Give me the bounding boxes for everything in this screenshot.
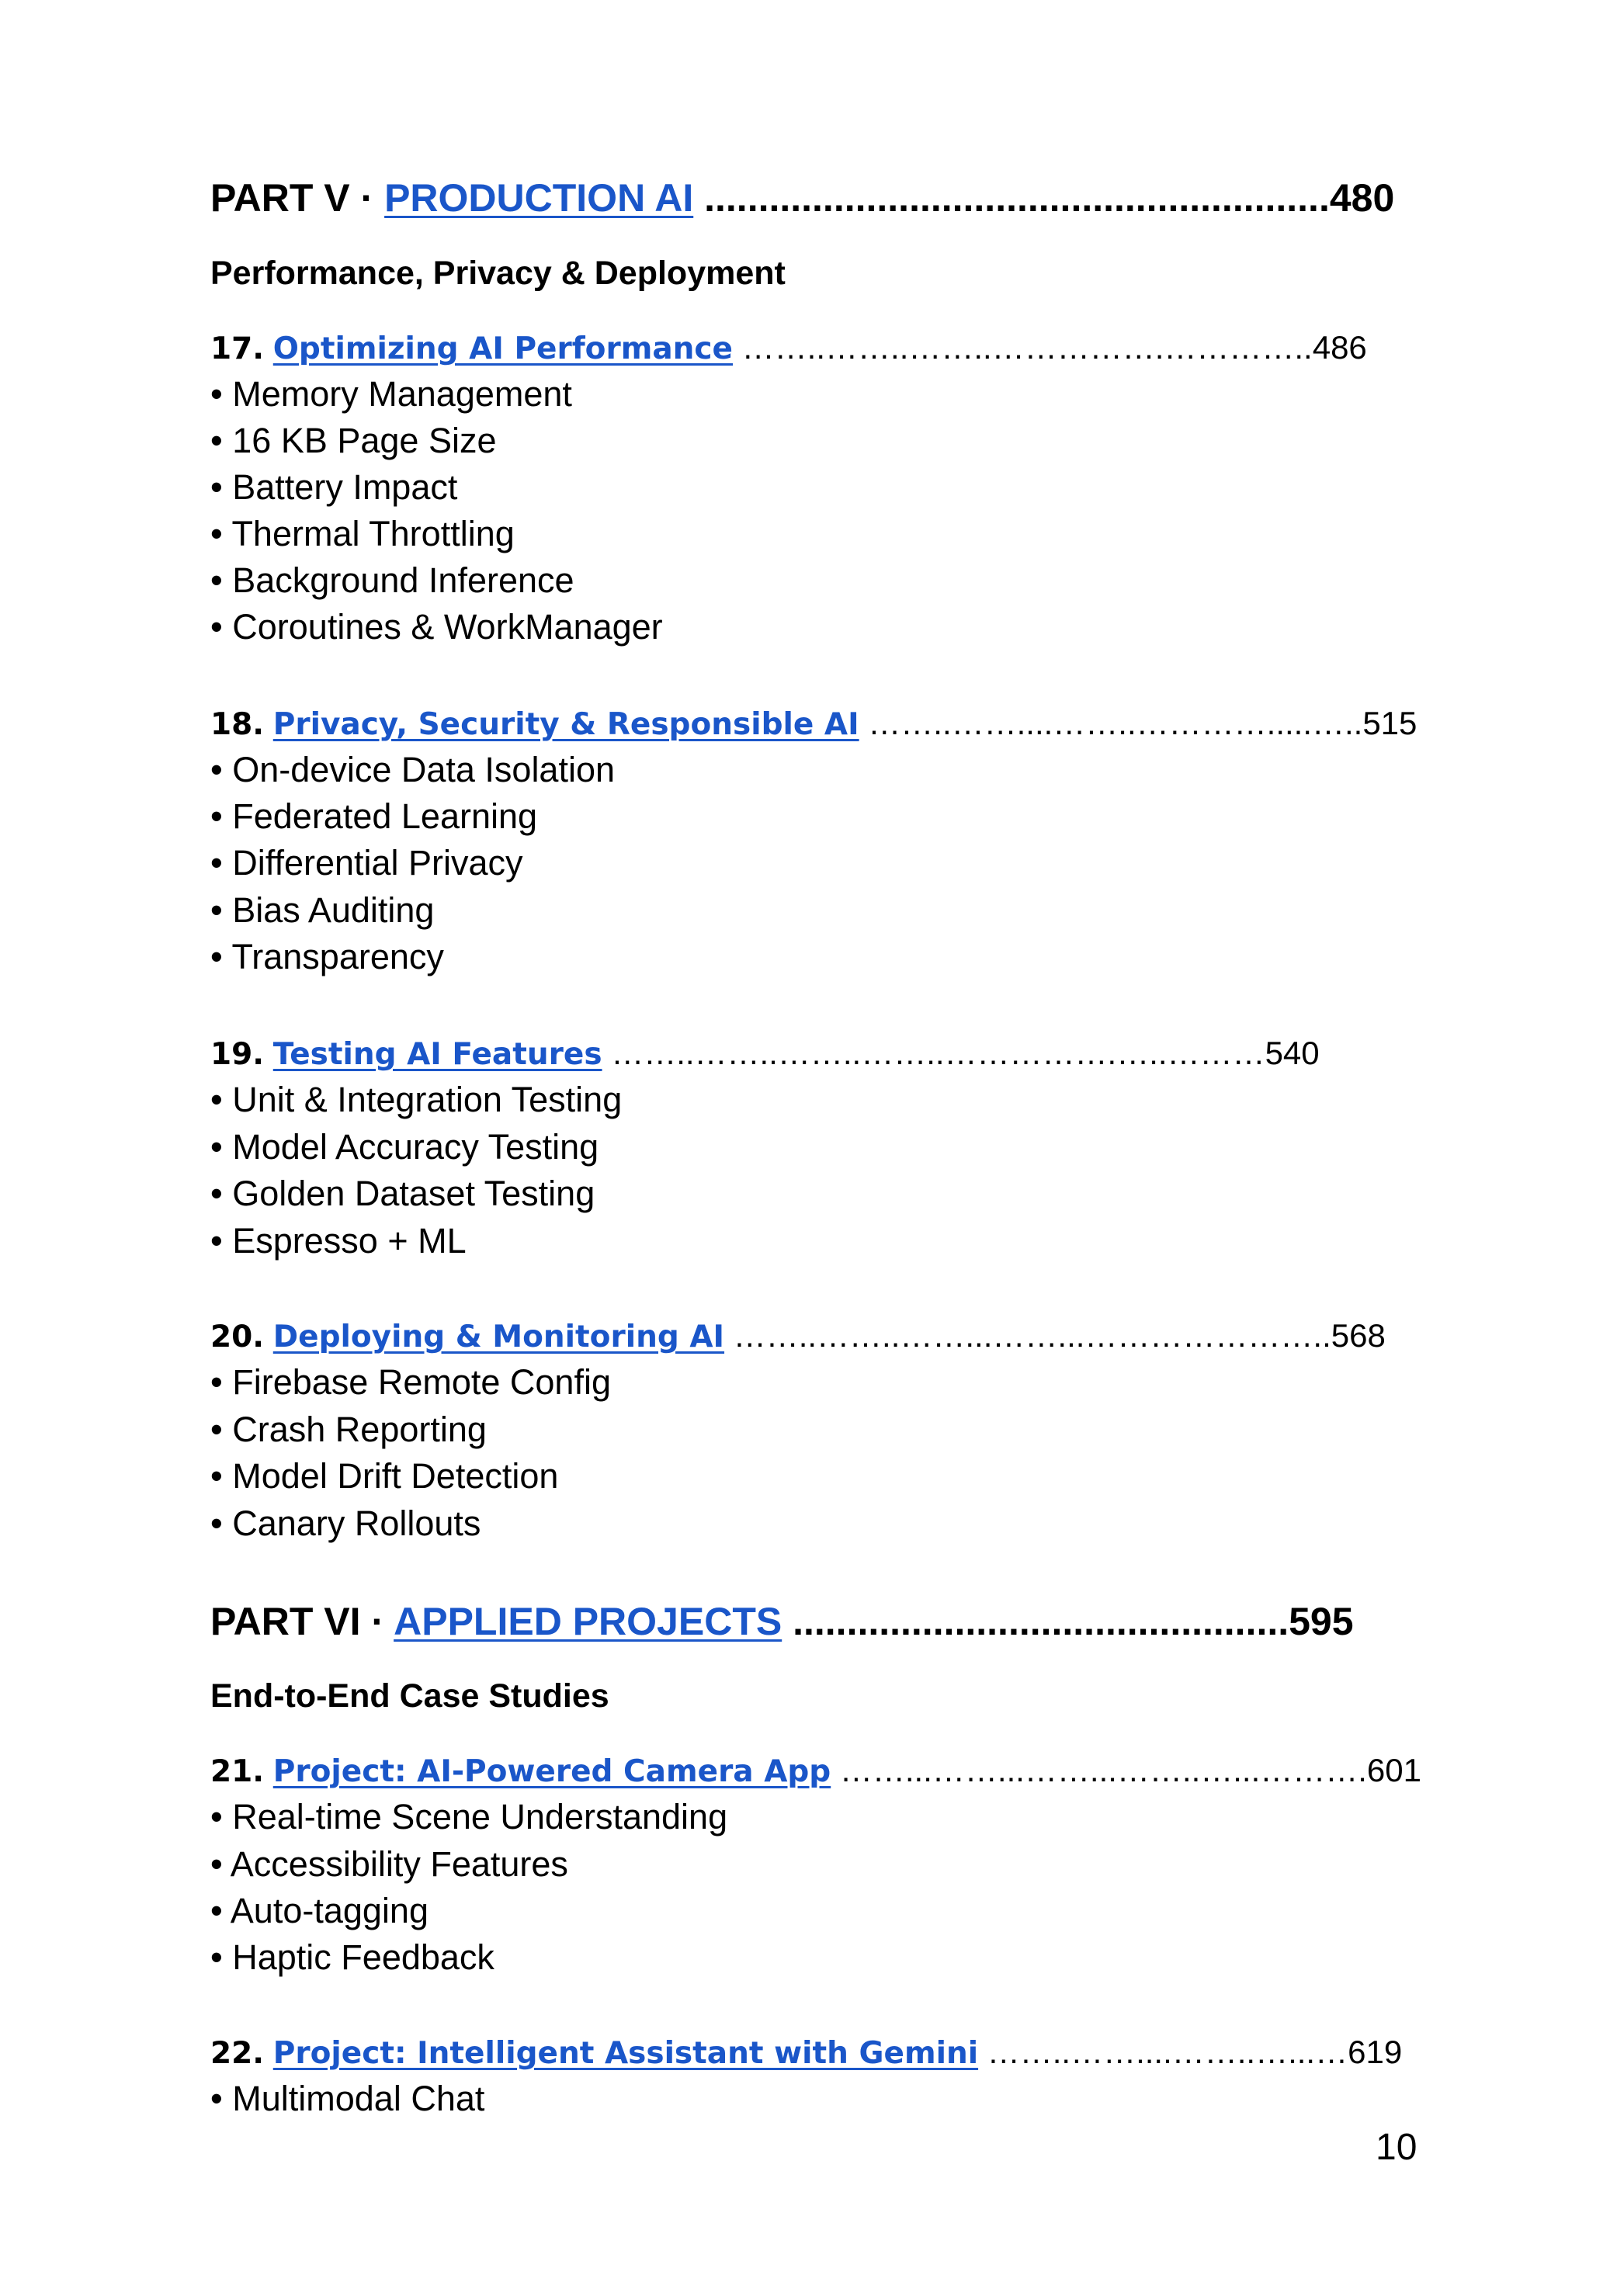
chapter-number: 22. bbox=[210, 2036, 265, 2071]
chapter-title-link[interactable]: Project: Intelligent Assistant with Gemini bbox=[272, 2036, 979, 2071]
list-item: • Battery Impact bbox=[210, 467, 458, 507]
list-item: • Unit & Integration Testing bbox=[210, 1080, 623, 1119]
chapter-page: 486 bbox=[1312, 329, 1367, 366]
part-dots: .......................................................... bbox=[693, 176, 1330, 220]
list-item: • Firebase Remote Config bbox=[210, 1362, 611, 1402]
list-item: • 16 KB Page Size bbox=[210, 421, 497, 460]
chapter-dots: ……..……..……..……..…………….…..……… bbox=[602, 1035, 1265, 1071]
part-dots: .............................................. bbox=[782, 1600, 1289, 1643]
chapter-page: 601 bbox=[1366, 1752, 1421, 1788]
chapter-dots: ……..……..……...……...………………….. bbox=[724, 1317, 1331, 1354]
chapter-entry bbox=[210, 2029, 1402, 2076]
chapter-entry bbox=[210, 1030, 1320, 1077]
chapter-title-link[interactable]: Privacy, Security & Responsible AI bbox=[272, 707, 859, 742]
chapter-title-link[interactable]: Testing AI Features bbox=[272, 1037, 602, 1072]
chapter-dots: ……...……...……...……..…...………. bbox=[831, 1752, 1367, 1788]
list-item: • Background Inference bbox=[210, 560, 574, 600]
part-subtitle: End-to-End Case Studies bbox=[210, 1677, 609, 1715]
chapter-page: 568 bbox=[1331, 1317, 1386, 1354]
list-item: • Multimodal Chat bbox=[210, 2079, 485, 2118]
chapter-number: 18. bbox=[210, 707, 265, 742]
list-item: • Accessibility Features bbox=[210, 1844, 568, 1884]
list-item: • Golden Dataset Testing bbox=[210, 1174, 595, 1213]
list-item: • Thermal Throttling bbox=[210, 514, 515, 553]
part-page: 480 bbox=[1329, 176, 1395, 220]
list-item: • On-device Data Isolation bbox=[210, 750, 616, 789]
chapter-page: 515 bbox=[1362, 705, 1417, 741]
list-item: • Federated Learning bbox=[210, 796, 538, 836]
page-number: 10 bbox=[1376, 2127, 1417, 2168]
list-item: • Model Drift Detection bbox=[210, 1456, 559, 1496]
chapter-page: 540 bbox=[1265, 1035, 1320, 1071]
chapter-number: 20. bbox=[210, 1320, 265, 1354]
chapter-dots: ……..……....……..………….....….. bbox=[859, 705, 1363, 741]
chapter-title-link[interactable]: Deploying & Monitoring AI bbox=[272, 1320, 725, 1354]
list-item: • Differential Privacy bbox=[210, 843, 523, 883]
chapter-title-link[interactable]: Project: AI-Powered Camera App bbox=[272, 1754, 831, 1789]
chapter-dots: ……..……..……..…………….………….. bbox=[733, 329, 1313, 366]
list-item: • Canary Rollouts bbox=[210, 1503, 481, 1543]
list-item: • Coroutines & WorkManager bbox=[210, 607, 663, 647]
chapter-entry bbox=[210, 1747, 1421, 1794]
chapter-title-link[interactable]: Optimizing AI Performance bbox=[272, 331, 734, 366]
chapter-dots: ……..……....……..…...… bbox=[978, 2034, 1348, 2070]
part-title-link[interactable]: APPLIED PROJECTS bbox=[394, 1600, 782, 1643]
part-heading bbox=[210, 171, 1431, 225]
list-item: • Auto-tagging bbox=[210, 1891, 429, 1930]
part-prefix: PART VI · bbox=[210, 1600, 394, 1643]
part-prefix: PART V · bbox=[210, 176, 385, 220]
list-item: • Haptic Feedback bbox=[210, 1937, 494, 1977]
list-item: • Memory Management bbox=[210, 374, 572, 414]
chapter-page: 619 bbox=[1348, 2034, 1403, 2070]
list-item: • Crash Reporting bbox=[210, 1410, 487, 1449]
chapter-entry bbox=[210, 1313, 1386, 1359]
chapter-entry bbox=[210, 700, 1417, 747]
chapter-entry bbox=[210, 324, 1367, 371]
part-title-link[interactable]: PRODUCTION AI bbox=[384, 176, 694, 220]
part-page: 595 bbox=[1289, 1600, 1354, 1643]
part-subtitle: Performance, Privacy & Deployment bbox=[210, 255, 786, 292]
chapter-number: 19. bbox=[210, 1037, 265, 1072]
part-heading bbox=[210, 1594, 1431, 1649]
list-item: • Bias Auditing bbox=[210, 890, 435, 930]
chapter-number: 21. bbox=[210, 1754, 265, 1789]
list-item: • Real-time Scene Understanding bbox=[210, 1797, 728, 1836]
list-item: • Espresso + ML bbox=[210, 1221, 467, 1261]
list-item: • Transparency bbox=[210, 937, 444, 976]
list-item: • Model Accuracy Testing bbox=[210, 1127, 599, 1167]
chapter-number: 17. bbox=[210, 331, 265, 366]
